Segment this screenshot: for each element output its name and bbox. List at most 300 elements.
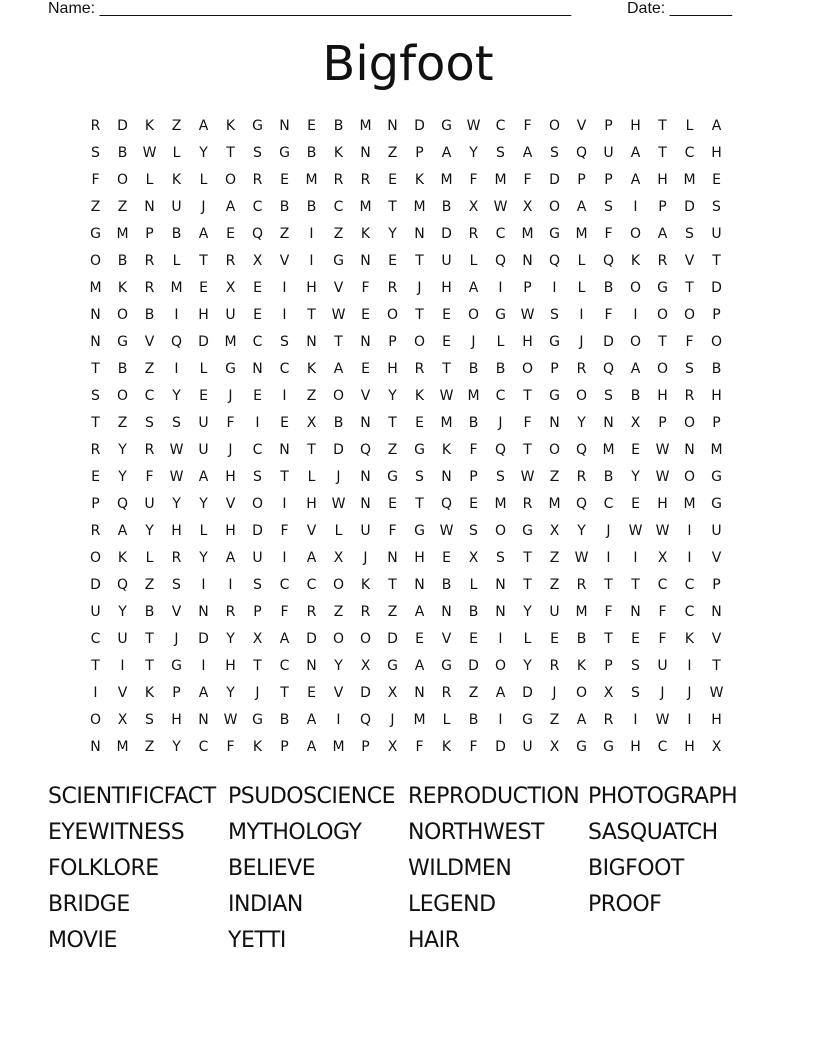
grid-letter: M	[575, 603, 588, 620]
grid-letter: N	[360, 414, 371, 431]
grid-letter: E	[361, 306, 370, 323]
grid-letter: J	[579, 333, 584, 350]
grid-letter: W	[466, 117, 481, 134]
grid-row	[82, 436, 732, 463]
grid-letter: G	[603, 738, 614, 755]
grid-letter: H	[171, 711, 182, 728]
grid-letter: P	[145, 225, 154, 242]
grid-letter: O	[89, 711, 102, 728]
grid-letter: C	[495, 387, 506, 404]
grid-letter: S	[496, 549, 505, 566]
grid-letter: S	[145, 711, 154, 728]
grid-letter: L	[469, 576, 478, 593]
grid-letter: Z	[549, 576, 560, 593]
grid-letter: L	[334, 522, 343, 539]
grid-letter: Y	[172, 387, 181, 404]
grid-letter: I	[309, 252, 314, 269]
grid-letter: W	[655, 522, 670, 539]
grid-letter: B	[306, 198, 317, 215]
grid-letter: F	[280, 603, 289, 620]
grid-letter: U	[117, 630, 128, 647]
grid-letter: H	[711, 387, 722, 404]
word-bank-word: BIGFOOT	[588, 855, 684, 881]
grid-letter: M	[683, 171, 696, 188]
grid-letter: E	[280, 171, 289, 188]
grid-letter: D	[198, 630, 209, 647]
grid-letter: P	[712, 306, 721, 323]
grid-letter: S	[253, 576, 262, 593]
grid-letter: J	[417, 279, 422, 296]
grid-letter: E	[280, 414, 289, 431]
grid-letter: T	[658, 144, 667, 161]
grid-letter: J	[228, 441, 233, 458]
grid-letter: V	[360, 387, 371, 404]
grid-letter: B	[495, 360, 506, 377]
grid-letter: U	[522, 738, 533, 755]
grid-letter: B	[333, 117, 344, 134]
grid-letter: C	[252, 198, 263, 215]
grid-letter: K	[360, 576, 371, 593]
grid-letter: T	[91, 414, 100, 431]
grid-letter: M	[89, 279, 102, 296]
grid-letter: J	[228, 387, 233, 404]
grid-letter: P	[469, 468, 478, 485]
grid-letter: C	[90, 630, 101, 647]
grid-letter: Y	[172, 738, 181, 755]
grid-letter: O	[629, 333, 642, 350]
grid-letter: T	[199, 252, 208, 269]
grid-letter: F	[604, 603, 613, 620]
grid-letter: W	[331, 306, 346, 323]
grid-letter: M	[224, 333, 237, 350]
grid-row	[82, 382, 732, 409]
grid-letter: V	[225, 495, 236, 512]
grid-letter: T	[91, 360, 100, 377]
grid-letter: S	[496, 468, 505, 485]
grid-letter: A	[198, 117, 209, 134]
grid-letter: F	[388, 522, 397, 539]
grid-letter: Y	[388, 225, 397, 242]
grid-letter: N	[306, 657, 317, 674]
grid-letter: S	[604, 198, 613, 215]
grid-letter: C	[306, 576, 317, 593]
grid-row	[82, 463, 732, 490]
grid-letter: D	[711, 279, 722, 296]
grid-letter: T	[442, 360, 451, 377]
grid-letter: P	[604, 657, 613, 674]
grid-row	[82, 112, 732, 139]
grid-letter: R	[387, 279, 398, 296]
grid-letter: D	[306, 630, 317, 647]
grid-letter: A	[495, 684, 506, 701]
grid-letter: U	[198, 441, 209, 458]
word-bank-word: LEGEND	[408, 891, 496, 917]
grid-letter: N	[198, 603, 209, 620]
grid-letter: R	[576, 360, 587, 377]
grid-letter: E	[388, 171, 397, 188]
grid-letter: Q	[116, 576, 129, 593]
grid-letter: Q	[116, 495, 129, 512]
grid-letter: N	[549, 414, 560, 431]
grid-letter: F	[523, 171, 532, 188]
grid-letter: M	[170, 279, 183, 296]
grid-letter: T	[253, 657, 262, 674]
grid-letter: A	[279, 630, 290, 647]
grid-letter: A	[306, 738, 317, 755]
grid-letter: E	[388, 495, 397, 512]
grid-letter: Q	[575, 495, 588, 512]
grid-letter: G	[171, 657, 182, 674]
grid-row	[82, 544, 732, 571]
grid-letter: D	[414, 117, 425, 134]
grid-letter: V	[576, 117, 587, 134]
grid-letter: R	[144, 252, 155, 269]
grid-letter: I	[282, 279, 287, 296]
grid-letter: M	[575, 225, 588, 242]
grid-letter: N	[495, 576, 506, 593]
grid-letter: M	[440, 171, 453, 188]
grid-letter: A	[576, 711, 587, 728]
grid-letter: M	[521, 225, 534, 242]
grid-letter: Q	[575, 441, 588, 458]
grid-letter: J	[174, 630, 179, 647]
word-bank-word: PHOTOGRAPH	[588, 783, 738, 809]
grid-letter: I	[282, 306, 287, 323]
grid-letter: A	[711, 117, 722, 134]
grid-letter: Z	[144, 738, 155, 755]
word-bank-word: HAIR	[408, 927, 460, 953]
grid-letter: L	[577, 279, 586, 296]
grid-letter: T	[523, 549, 532, 566]
grid-letter: B	[468, 414, 479, 431]
grid-letter: Z	[117, 414, 128, 431]
grid-letter: O	[629, 279, 642, 296]
grid-letter: F	[91, 171, 100, 188]
grid-letter: O	[359, 630, 372, 647]
grid-letter: D	[549, 171, 560, 188]
grid-letter: V	[333, 279, 344, 296]
grid-letter: J	[660, 684, 665, 701]
grid-letter: A	[225, 549, 236, 566]
grid-letter: O	[548, 198, 561, 215]
grid-letter: Z	[144, 360, 155, 377]
grid-letter: U	[360, 522, 371, 539]
grid-letter: N	[279, 117, 290, 134]
grid-letter: T	[658, 333, 667, 350]
grid-letter: T	[307, 441, 316, 458]
grid-letter: H	[225, 657, 236, 674]
grid-letter: R	[90, 522, 101, 539]
grid-letter: E	[253, 387, 262, 404]
grid-letter: R	[522, 495, 533, 512]
grid-letter: W	[520, 306, 535, 323]
grid-letter: A	[306, 711, 317, 728]
grid-letter: I	[282, 495, 287, 512]
grid-letter: E	[550, 630, 559, 647]
grid-letter: C	[684, 603, 695, 620]
grid-letter: A	[630, 144, 641, 161]
grid-letter: A	[630, 171, 641, 188]
grid-row	[82, 274, 732, 301]
grid-letter: H	[657, 387, 668, 404]
grid-letter: G	[387, 468, 398, 485]
grid-letter: Z	[549, 711, 560, 728]
grid-letter: A	[576, 198, 587, 215]
grid-letter: L	[469, 252, 478, 269]
grid-letter: N	[252, 360, 263, 377]
grid-letter: B	[468, 603, 479, 620]
grid-letter: W	[169, 441, 184, 458]
grid-letter: Y	[199, 144, 208, 161]
grid-letter: X	[360, 657, 371, 674]
grid-letter: B	[144, 603, 155, 620]
grid-letter: C	[144, 387, 155, 404]
grid-letter: H	[522, 333, 533, 350]
grid-letter: E	[712, 171, 721, 188]
grid-letter: N	[90, 738, 101, 755]
name-field-label: Name: _____________________________________________________	[48, 0, 572, 17]
grid-letter: H	[306, 495, 317, 512]
grid-letter: A	[306, 549, 317, 566]
grid-letter: E	[631, 441, 640, 458]
grid-row	[82, 166, 732, 193]
grid-letter: M	[602, 441, 615, 458]
grid-letter: O	[494, 657, 507, 674]
grid-row	[82, 139, 732, 166]
grid-letter: M	[359, 198, 372, 215]
grid-letter: N	[414, 576, 425, 593]
grid-letter: I	[498, 279, 503, 296]
grid-letter: M	[305, 171, 318, 188]
grid-row	[82, 490, 732, 517]
grid-letter: Z	[306, 387, 317, 404]
grid-letter: T	[145, 657, 154, 674]
grid-letter: S	[604, 387, 613, 404]
grid-letter: V	[117, 684, 128, 701]
grid-row	[82, 598, 732, 625]
grid-letter: O	[656, 306, 669, 323]
grid-letter: G	[522, 522, 533, 539]
grid-letter: K	[306, 360, 317, 377]
grid-letter: D	[117, 117, 128, 134]
grid-letter: G	[90, 225, 101, 242]
grid-letter: N	[360, 333, 371, 350]
word-bank-word: REPRODUCTION	[408, 783, 580, 809]
grid-letter: D	[387, 630, 398, 647]
grid-letter: B	[711, 360, 722, 377]
grid-letter: M	[332, 738, 345, 755]
grid-letter: W	[142, 144, 157, 161]
grid-letter: W	[169, 468, 184, 485]
grid-row	[82, 733, 732, 760]
grid-letter: T	[388, 414, 397, 431]
grid-letter: S	[631, 657, 640, 674]
grid-letter: C	[495, 225, 506, 242]
grid-letter: Q	[602, 360, 615, 377]
grid-letter: B	[117, 252, 128, 269]
grid-letter: T	[631, 576, 640, 593]
grid-letter: H	[711, 711, 722, 728]
grid-letter: O	[89, 549, 102, 566]
grid-letter: T	[712, 252, 721, 269]
grid-letter: U	[171, 198, 182, 215]
grid-letter: C	[657, 738, 668, 755]
grid-letter: K	[117, 549, 128, 566]
grid-row	[82, 409, 732, 436]
grid-letter: M	[494, 495, 507, 512]
grid-letter: D	[495, 738, 506, 755]
grid-letter: C	[603, 495, 614, 512]
grid-letter: S	[415, 468, 424, 485]
grid-letter: R	[171, 549, 182, 566]
grid-letter: T	[604, 576, 613, 593]
grid-letter: H	[684, 738, 695, 755]
grid-letter: E	[442, 306, 451, 323]
grid-letter: N	[522, 252, 533, 269]
grid-letter: R	[360, 603, 371, 620]
grid-letter: S	[253, 144, 262, 161]
grid-letter: O	[656, 360, 669, 377]
grid-letter: H	[387, 360, 398, 377]
grid-letter: F	[469, 441, 478, 458]
grid-letter: M	[467, 387, 480, 404]
grid-letter: R	[225, 603, 236, 620]
grid-letter: Q	[440, 495, 453, 512]
grid-letter: R	[576, 576, 587, 593]
grid-letter: E	[415, 630, 424, 647]
grid-letter: S	[469, 522, 478, 539]
grid-letter: B	[117, 144, 128, 161]
grid-letter: C	[495, 117, 506, 134]
grid-letter: L	[199, 171, 208, 188]
grid-letter: W	[223, 711, 238, 728]
grid-letter: T	[91, 657, 100, 674]
grid-letter: G	[441, 117, 452, 134]
grid-letter: E	[226, 225, 235, 242]
grid-letter: R	[90, 441, 101, 458]
grid-letter: A	[522, 144, 533, 161]
grid-letter: Y	[145, 522, 154, 539]
grid-letter: Y	[577, 414, 586, 431]
grid-letter: G	[441, 657, 452, 674]
grid-letter: N	[414, 225, 425, 242]
grid-letter: U	[144, 495, 155, 512]
grid-letter: P	[91, 495, 100, 512]
grid-letter: N	[603, 414, 614, 431]
grid-letter: J	[606, 522, 611, 539]
grid-letter: U	[711, 225, 722, 242]
grid-letter: F	[226, 414, 235, 431]
grid-letter: N	[306, 333, 317, 350]
grid-letter: F	[523, 117, 532, 134]
grid-letter: O	[575, 684, 588, 701]
grid-letter: B	[279, 711, 290, 728]
grid-letter: N	[441, 603, 452, 620]
grid-letter: O	[89, 252, 102, 269]
grid-letter: T	[712, 657, 721, 674]
grid-letter: L	[496, 333, 505, 350]
grid-letter: Y	[388, 387, 397, 404]
grid-letter: P	[604, 171, 613, 188]
word-bank-row	[48, 814, 788, 850]
grid-letter: Z	[117, 198, 128, 215]
grid-letter: T	[415, 306, 424, 323]
grid-letter: N	[387, 549, 398, 566]
grid-letter: U	[603, 144, 614, 161]
grid-letter: N	[684, 441, 695, 458]
grid-letter: T	[388, 198, 397, 215]
grid-letter: T	[685, 279, 694, 296]
grid-letter: E	[307, 117, 316, 134]
grid-letter: X	[630, 414, 641, 431]
grid-letter: F	[658, 603, 667, 620]
grid-letter: I	[228, 576, 233, 593]
grid-letter: W	[655, 468, 670, 485]
grid-letter: R	[468, 225, 479, 242]
grid-letter: V	[171, 603, 182, 620]
grid-letter: O	[710, 333, 723, 350]
grid-letter: O	[548, 117, 561, 134]
grid-letter: I	[498, 630, 503, 647]
grid-letter: I	[255, 414, 260, 431]
grid-letter: Q	[359, 711, 372, 728]
grid-letter: B	[441, 576, 452, 593]
grid-letter: K	[576, 657, 587, 674]
word-bank-word: SCIENTIFICFACT	[48, 783, 216, 809]
grid-letter: X	[225, 279, 236, 296]
grid-letter: D	[603, 333, 614, 350]
letter-grid	[82, 112, 732, 760]
grid-letter: I	[120, 657, 125, 674]
grid-letter: N	[279, 441, 290, 458]
grid-letter: E	[442, 549, 451, 566]
grid-letter: L	[145, 171, 154, 188]
grid-letter: B	[468, 711, 479, 728]
grid-letter: C	[252, 333, 263, 350]
grid-letter: P	[523, 279, 532, 296]
grid-letter: S	[280, 333, 289, 350]
grid-letter: Z	[171, 117, 182, 134]
grid-letter: A	[117, 522, 128, 539]
grid-letter: S	[145, 414, 154, 431]
grid-letter: G	[495, 306, 506, 323]
grid-letter: Q	[602, 252, 615, 269]
grid-letter: U	[549, 603, 560, 620]
grid-letter: Z	[144, 576, 155, 593]
grid-letter: R	[549, 657, 560, 674]
grid-letter: I	[498, 711, 503, 728]
grid-letter: K	[117, 279, 128, 296]
grid-letter: L	[145, 549, 154, 566]
grid-letter: B	[333, 414, 344, 431]
grid-letter: T	[280, 468, 289, 485]
grid-letter: C	[657, 576, 668, 593]
grid-letter: W	[655, 711, 670, 728]
grid-letter: C	[333, 198, 344, 215]
grid-letter: G	[549, 225, 560, 242]
grid-letter: R	[414, 360, 425, 377]
grid-letter: K	[144, 684, 155, 701]
grid-letter: O	[332, 576, 345, 593]
grid-row	[82, 517, 732, 544]
grid-letter: X	[468, 549, 479, 566]
grid-letter: X	[549, 522, 560, 539]
grid-letter: N	[198, 711, 209, 728]
grid-letter: D	[468, 657, 479, 674]
grid-letter: X	[252, 252, 263, 269]
grid-letter: H	[711, 144, 722, 161]
grid-letter: N	[90, 333, 101, 350]
